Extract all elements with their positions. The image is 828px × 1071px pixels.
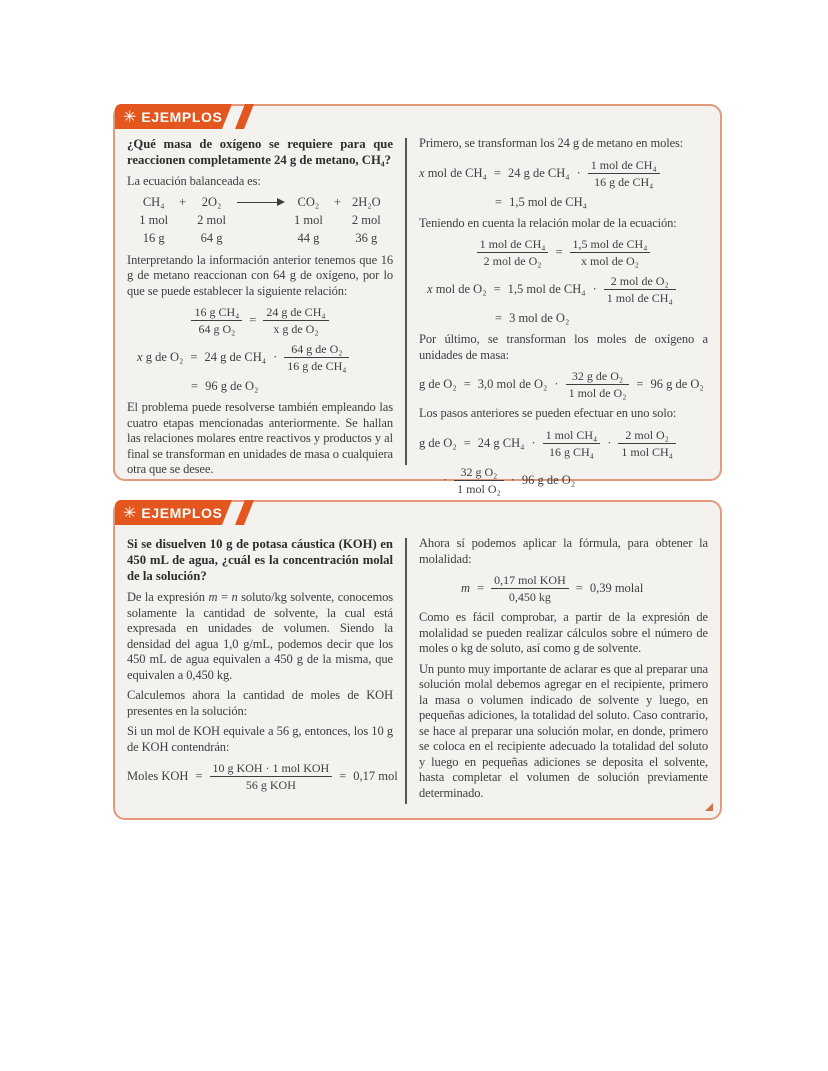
term: g de O₂ [145,350,184,364]
equation-result [419,195,708,210]
example1-right-column [419,136,708,496]
term: Moles KOH [127,769,189,783]
term: 1,5 mol de CH₄ [507,282,586,296]
text-run: = [217,590,232,604]
species: 2H₂O [351,194,381,209]
equation [419,369,708,400]
paragraph: Primero, se transforman los 24 g de metano en moles: [419,136,684,150]
example1-body [115,106,720,496]
multiply-dot: · [443,472,448,487]
equals-sign: = [190,350,198,364]
mol-value: 2 mol [197,212,226,227]
equation [127,761,398,792]
banner-title: EJEMPLOS [141,504,223,521]
mol-value: 2 mol [351,212,381,227]
variable: n [231,590,238,604]
fraction-numerator: 24 g de CH₄ [263,305,328,321]
multiply-dot: · [554,377,559,391]
term: g de O₂ [419,377,457,391]
example2-left-column [127,536,398,806]
example1-left-column [127,136,393,476]
equation [419,428,708,459]
fraction-numerator: 2 mol O₂ [618,428,676,444]
result: 96 g de O₂ [521,472,576,487]
example-box-stoichiometry [113,104,722,496]
paragraph [127,590,393,683]
paragraph: El problema puede resolverse también empleando las cuatro etapas mencionadas anteriormente. Se hallan las relaciones molares entre reactivos y productos y al final se transforman en unidades de masa o cualquiera otra que se desee. [127,400,393,476]
fraction-denominator: 2 mol de O₂ [483,254,542,268]
equals-sign: = [493,165,501,180]
equals-sign: = [575,581,583,595]
equation [419,465,708,496]
species: CO₂ [297,194,320,209]
fraction-denominator: 16 g de CH₄ [287,359,347,373]
paragraph: Ahora sí podemos aplicar la fórmula, para obtener la molalidad: [419,536,708,566]
equals-sign: = [191,379,199,393]
variable: x [137,350,143,364]
equation [127,305,393,336]
mass-value: 16 g [142,230,165,245]
term: 24 g de CH₄ [507,165,570,180]
question-text: ¿Qué masa de oxígeno se requiere para que reaccionen completamente 24 g de metano, CH₄? [127,137,393,167]
paragraph: Calculemos ahora la cantidad de moles de KOH presentes en la solución: [127,688,393,718]
fraction [543,428,601,459]
fraction [566,369,630,400]
fraction-numerator: 1 mol de CH₄ [477,237,549,253]
result: 0,39 molal [589,581,644,595]
term: 24 g de CH₄ [204,350,267,364]
paragraph: Si un mol de KOH equivale a 56 g, entonces, los 10 g de KOH contendrán: [127,724,393,754]
equation [127,342,393,373]
fraction [191,305,242,336]
paragraph: Interpretando la información anterior tenemos que 16 g de metano reaccionan con 64 g de oxígeno, por lo que se puede establecer la siguiente relación: [127,252,393,298]
fraction-denominator: 1 mol de O₂ [568,386,627,400]
fraction-denominator: 16 g CH₄ [548,444,594,459]
paragraph: Por último, se transforman los moles de oxígeno a unidades de masa: [419,332,708,362]
fraction [477,237,549,268]
term: mol de CH₄ [427,165,487,180]
term: g de O₂ [419,435,457,450]
fraction [588,158,660,189]
term: 24 g CH₄ [477,435,525,450]
equation [419,158,708,189]
asterisk-icon: ✳ [123,502,137,522]
result: 96 g de O₂ [205,379,259,393]
fraction-denominator: 56 g KOH [245,778,296,792]
paragraph: La ecuación balanceada es: [127,174,261,188]
asterisk-icon: ✳ [123,106,137,126]
mass-value: 64 g [200,230,223,245]
multiply-dot: · [607,435,612,450]
variable: m [208,590,218,604]
corner-fold-icon [705,803,713,811]
equation [419,573,708,604]
reaction-arrow-icon [237,202,283,204]
text-run: soluto/kg solvente, conocemos solamente la cantidad de solvente, la cual está expresada en unidades de volumen. Siendo la densidad del agua 1,0 g/mL, podemos decir que los 450 mL de agua equivalen a 450 g de la misma, que equivalen a 0,450 kg. [127,590,394,682]
multiply-dot: · [531,435,536,450]
equals-sign: = [339,769,347,783]
banner-title: EJEMPLOS [141,108,223,125]
ejemplos-banner [115,500,275,525]
equals-sign: = [463,377,471,391]
term: mol de O₂ [435,282,487,296]
fraction-denominator: x g de O₂ [273,322,319,336]
mass-value: 36 g [355,230,378,245]
mass-value: 44 g [297,230,320,245]
equation-result [127,379,393,394]
fraction [284,342,349,373]
multiply-dot: · [576,165,581,180]
fraction-numerator: 1,5 mol de CH₄ [570,237,651,253]
fraction-denominator: 16 g de CH₄ [594,174,654,189]
fraction-numerator: 2 mol de O₂ [604,274,676,290]
plus-sign: + [179,194,187,209]
plus-sign: + [333,194,341,209]
fraction [454,465,504,496]
fraction [604,274,676,305]
question-text: Si se disuelven 10 g de potasa cáustica (KOH) en 450 mL de agua, ¿cuál es la concentración molal de la solución? [127,537,393,583]
example2-body [115,502,720,818]
term: 3,0 mol de O₂ [477,377,548,391]
paragraph: Como es fácil comprobar, a partir de la expresión de molalidad se pueden realizar cálculos sobre el número de moles o kg de soluto, así como g de solvente. [419,610,708,655]
equals-sign: = [463,435,471,450]
species: 2O₂ [201,194,222,209]
example-box-molality [113,500,722,820]
result: 96 g de O₂ [650,377,704,391]
equation [419,237,708,268]
fraction-denominator: 1 mol de CH₄ [606,291,673,305]
variable: x [427,282,433,296]
fraction-denominator: x mol de O₂ [581,254,639,268]
multiply-dot: · [273,350,278,364]
fraction-denominator: 1 mol O₂ [457,481,501,496]
fraction [263,305,328,336]
equals-sign: = [249,313,257,327]
paragraph: Teniendo en cuenta la relación molar de la ecuación: [419,215,677,230]
result: 1,5 mol de CH₄ [509,194,588,209]
text-run: De la expresión [127,590,209,604]
fraction-numerator: 32 g de O₂ [566,369,630,385]
column-divider [405,538,407,804]
fraction [570,237,651,268]
equals-sign: = [477,581,485,595]
equals-sign: = [555,245,563,259]
multiply-dot: · [592,282,597,296]
column-divider [405,138,407,465]
fraction-numerator: 16 g CH₄ [191,305,242,321]
multiply-dot: · [510,472,515,487]
result: 3 mol de O₂ [509,311,570,325]
variable: x [419,165,425,180]
equation [419,274,708,305]
fraction-denominator: 1 mol CH₄ [621,444,673,459]
species: CH₄ [142,194,165,209]
fraction [618,428,676,459]
variable: m [461,581,471,595]
fraction-numerator: 32 g O₂ [454,465,504,481]
paragraph: Un punto muy importante de aclarar es que al preparar una solución molal debemos agregar en el recipiente, primero la masa o volumen indicado de solvente y luego, en pequeñas adiciones, la totalidad del soluto. Caso contrario, se hace al preparar una solución molar, en donde, primero se coloca en el recipiente adecuado la totalidad del soluto y luego en pequeñas adiciones se deposita el solvente, hasta completar el volumen de solución previamente determinado. [419,661,708,800]
banner-ribbon-tail [235,104,254,129]
fraction-numerator: 1 mol CH₄ [543,428,601,444]
fraction [210,761,333,792]
fraction-numerator: 10 g KOH · 1 mol KOH [210,761,333,777]
equation-result [419,311,708,326]
fraction-denominator: 64 g O₂ [198,322,236,336]
paragraph: Los pasos anteriores se pueden efectuar en uno solo: [419,406,677,420]
equals-sign: = [493,282,501,296]
fraction [491,573,569,604]
ejemplos-banner [115,104,275,129]
fraction-numerator: 1 mol de CH₄ [588,158,660,174]
equals-sign: = [636,377,644,391]
fraction-numerator: 64 g de O₂ [284,342,349,358]
balanced-equation [127,195,393,246]
equals-sign: = [495,194,503,209]
mol-value: 1 mol [139,212,169,227]
fraction-denominator: 0,450 kg [508,590,551,604]
banner-ribbon-tail [235,500,254,525]
equals-sign: = [195,769,203,783]
example2-right-column [419,536,708,806]
result: 0,17 mol [353,769,398,783]
equals-sign: = [495,311,503,325]
mol-value: 1 mol [294,212,323,227]
fraction-numerator: 0,17 mol KOH [491,573,569,589]
